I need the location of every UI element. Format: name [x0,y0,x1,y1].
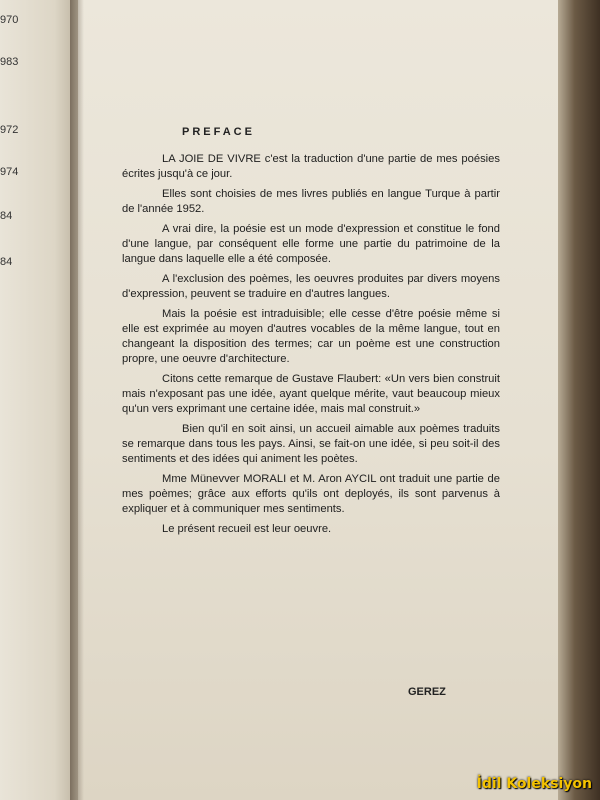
paragraph: Mme Münevver MORALI et M. Aron AYCIL ont traduit une partie de mes poèmes; grâce aux efforts qu'ils ont deployés, ils sont parvenus à expliquer et à communiquer mes sentiments. [122,473,500,515]
paragraph: LA JOIE DE VIVRE c'est la traduction d'une partie de mes poésies écrites jusqu'à ce jour. [122,153,500,180]
paragraph: Le présent recueil est leur oeuvre. [162,523,332,535]
signature: GEREZ [408,686,446,698]
paragraph: A vrai dire, la poésie est un mode d'expression et constitue le fond d'une langue, par conséquent elle forme une partie du patrimoine de la langue dans laquelle elle a été composée. [122,223,500,265]
paragraph: Elles sont choisies de mes livres publiés en langue Turque à partir de l'année 1952. [122,188,500,215]
page-title: PREFACE [182,126,255,138]
preface-text [122,152,500,542]
left-page-number: 84 [0,256,13,268]
left-facing-page [0,0,78,800]
page-edge-shadow [558,0,600,800]
spine-shadow [70,0,84,800]
paragraph: Citons cette remarque de Gustave Flaubert: «Un vers bien construit mais n'exposant pas une idée, ayant quelque mérite, vaut beaucoup mieux qu'un vers exprimant une certaine idée, mais mal construit.» [122,373,500,415]
paragraph: Bien qu'il en soit ainsi, un accueil aimable aux poèmes traduits se remarque dans tous les pays. Ainsi, se fait-on une idée, si peu soit-il des sentiments et des idées qui animent les poètes. [122,423,500,465]
left-page-number: 84 [0,210,13,222]
left-page-number: 983 [0,56,19,68]
left-page-number: 972 [0,124,19,136]
left-page-number: 970 [0,14,19,26]
paragraph: A l'exclusion des poèmes, les oeuvres produites par divers moyens d'expression, peuvent se traduire en d'autres langues. [122,273,500,300]
left-page-number: 974 [0,166,19,178]
paragraph: Mais la poésie est intraduisible; elle cesse d'être poésie même si elle est exprimée au moyen d'autres vocables de la même langue, tout en changeant la disposition des termes; car un poème est une construction propre, une oeuvre d'architecture. [122,308,500,365]
watermark: İdil Koleksiyon [476,776,592,792]
